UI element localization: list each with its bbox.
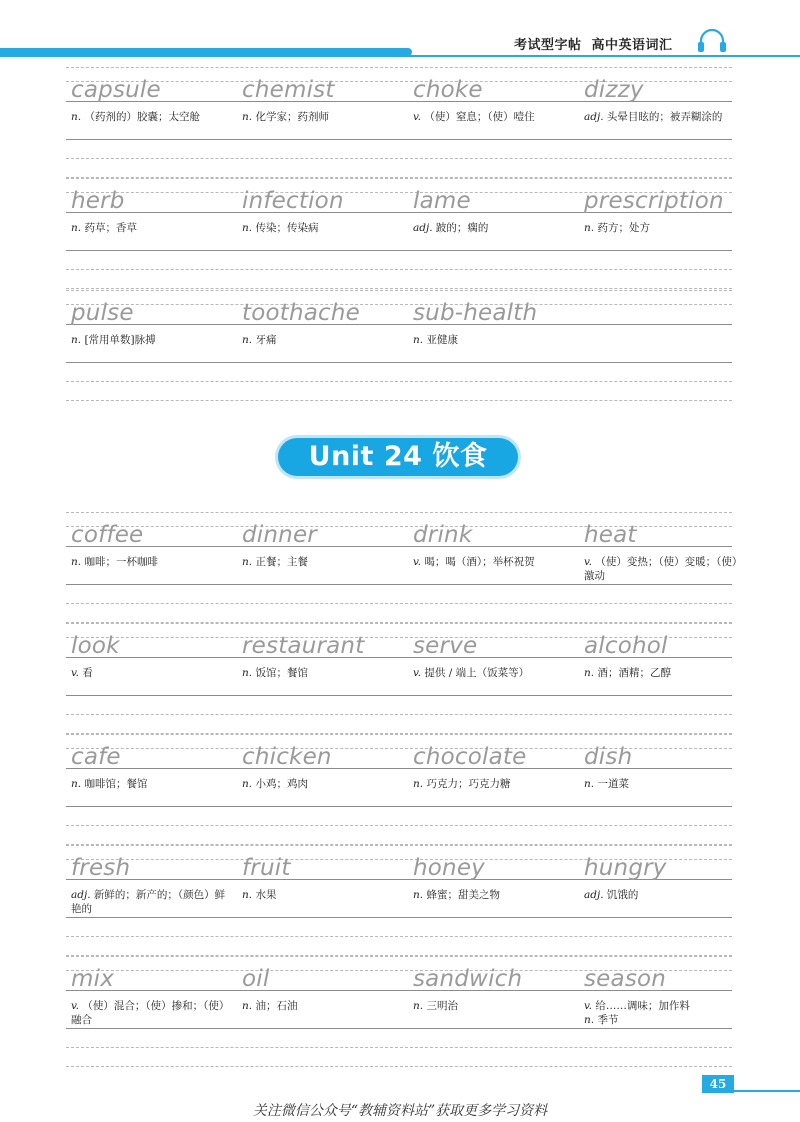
word-meaning bbox=[413, 666, 571, 680]
word-meaning bbox=[242, 666, 400, 680]
definition: 喝；喝（酒）；举杯祝贺 bbox=[424, 556, 535, 568]
word-meaning bbox=[71, 110, 229, 124]
trace-word: season bbox=[584, 966, 667, 992]
part-of-speech: n. bbox=[71, 111, 82, 123]
trace-word: cafe bbox=[71, 744, 121, 770]
word-meaning bbox=[242, 999, 400, 1013]
word-meaning bbox=[413, 555, 571, 569]
header-rule bbox=[0, 55, 800, 57]
word-meaning bbox=[71, 333, 229, 347]
vocab-entry bbox=[237, 844, 407, 956]
vocab-entry bbox=[408, 733, 578, 845]
page-number: 45 bbox=[702, 1075, 734, 1093]
word-meaning bbox=[413, 888, 571, 902]
vocab-entry bbox=[237, 955, 407, 1067]
definition: 油；石油 bbox=[255, 1000, 298, 1012]
header-title-right: 高中英语词汇 bbox=[591, 38, 673, 53]
definition: （使）混合；（使）掺和；（使）融合 bbox=[71, 1000, 225, 1026]
vocab-entry bbox=[66, 66, 236, 178]
word-meaning bbox=[413, 333, 571, 347]
word-meaning bbox=[242, 333, 400, 347]
part-of-speech: n. bbox=[413, 334, 424, 346]
part-of-speech: adj. bbox=[71, 889, 91, 901]
vocab-entry bbox=[408, 289, 578, 401]
part-of-speech: n. bbox=[242, 334, 253, 346]
definition: 药草；香草 bbox=[84, 222, 137, 234]
trace-word: sandwich bbox=[413, 966, 523, 992]
trace-word: heat bbox=[584, 522, 637, 548]
part-of-speech: n. bbox=[413, 778, 424, 790]
word-meaning bbox=[413, 221, 571, 235]
writing-row bbox=[66, 177, 732, 289]
vocab-entry bbox=[408, 844, 578, 956]
trace-word: honey bbox=[413, 855, 485, 881]
unit-banner bbox=[278, 438, 518, 476]
definition: （使）窒息；（使）噎住 bbox=[424, 111, 535, 123]
trace-word: chocolate bbox=[413, 744, 527, 770]
part-of-speech: n. bbox=[242, 889, 253, 901]
vocab-entry bbox=[66, 289, 236, 401]
definition: 巧克力；巧克力糖 bbox=[426, 778, 511, 790]
vocab-entry bbox=[408, 955, 578, 1067]
definition: 新鲜的；新产的；（颜色）鲜艳的 bbox=[71, 889, 226, 915]
trace-word: oil bbox=[242, 966, 270, 992]
trace-word: capsule bbox=[71, 77, 161, 103]
vocab-entry bbox=[408, 511, 578, 623]
part-of-speech: v. bbox=[584, 1000, 593, 1012]
trace-word: mix bbox=[71, 966, 115, 992]
trace-word: hungry bbox=[584, 855, 667, 881]
part-of-speech: v. bbox=[413, 667, 422, 679]
definition: 水果 bbox=[255, 889, 277, 901]
trace-word: dinner bbox=[242, 522, 317, 548]
part-of-speech: v. bbox=[413, 556, 422, 568]
definition: 蜂蜜；甜美之物 bbox=[426, 889, 500, 901]
part-of-speech: n. bbox=[71, 334, 82, 346]
trace-word: lame bbox=[413, 188, 471, 214]
part-of-speech: n. bbox=[242, 667, 253, 679]
word-meaning bbox=[71, 555, 229, 569]
vocab-entry bbox=[66, 511, 236, 623]
definition: （药剂的）胶囊；太空舱 bbox=[84, 111, 200, 123]
vocab-entry bbox=[579, 177, 749, 289]
trace-word: sub-health bbox=[413, 300, 538, 326]
trace-word: look bbox=[71, 633, 120, 659]
vocab-entry bbox=[237, 289, 407, 401]
word-meaning bbox=[584, 110, 742, 124]
part-of-speech: n. bbox=[71, 556, 82, 568]
part-of-speech: n. bbox=[71, 222, 82, 234]
part-of-speech: n. bbox=[413, 889, 424, 901]
definition: 传染；传染病 bbox=[255, 222, 319, 234]
definition: 头晕目眩的；被弄糊涂的 bbox=[606, 111, 723, 123]
part-of-speech: adj. bbox=[413, 222, 433, 234]
trace-word: fresh bbox=[71, 855, 131, 881]
trace-word: alcohol bbox=[584, 633, 668, 659]
definition: 季节 bbox=[597, 1014, 619, 1026]
trace-word: dish bbox=[584, 744, 633, 770]
definition: （使）变热；（使）变暖；（使）激动 bbox=[584, 556, 738, 582]
vocab-entry bbox=[579, 66, 749, 178]
word-meaning bbox=[413, 999, 571, 1013]
vocab-entry bbox=[237, 733, 407, 845]
part-of-speech: n. bbox=[413, 1000, 424, 1012]
writing-row bbox=[66, 511, 738, 623]
vocab-entry bbox=[579, 511, 749, 623]
part-of-speech: v. bbox=[71, 667, 80, 679]
part-of-speech: v. bbox=[413, 111, 422, 123]
vocab-entry bbox=[66, 955, 236, 1067]
writing-row bbox=[66, 733, 732, 845]
vocab-entry bbox=[408, 177, 578, 289]
trace-word: restaurant bbox=[242, 633, 365, 659]
definition: 小鸡；鸡肉 bbox=[255, 778, 308, 790]
part-of-speech: adj. bbox=[584, 111, 604, 123]
part-of-speech: n. bbox=[242, 222, 253, 234]
word-meaning bbox=[242, 110, 400, 124]
part-of-speech: n. bbox=[584, 778, 595, 790]
trace-word: toothache bbox=[242, 300, 361, 326]
word-meaning bbox=[584, 999, 742, 1027]
word-meaning bbox=[242, 888, 400, 902]
word-meaning bbox=[242, 221, 400, 235]
vocab-entry bbox=[237, 511, 407, 623]
vocab-entry bbox=[579, 844, 749, 956]
trace-word: dizzy bbox=[584, 77, 644, 103]
vocab-entry bbox=[66, 177, 236, 289]
definition: 牙痛 bbox=[255, 334, 277, 346]
part-of-speech: v. bbox=[584, 556, 593, 568]
definition: 药方；处方 bbox=[597, 222, 650, 234]
definition: 化学家；药剂师 bbox=[255, 111, 329, 123]
part-of-speech: v. bbox=[71, 1000, 80, 1012]
definition: 提供 / 端上（饭菜等） bbox=[424, 667, 530, 679]
trace-word: choke bbox=[413, 77, 483, 103]
definition: 正餐；主餐 bbox=[255, 556, 308, 568]
word-meaning bbox=[584, 666, 742, 680]
vocab-entry bbox=[408, 66, 578, 178]
part-of-speech: n. bbox=[584, 222, 595, 234]
part-of-speech: n. bbox=[242, 778, 253, 790]
vocab-entry bbox=[237, 66, 407, 178]
writing-row bbox=[66, 955, 732, 1067]
trace-word: serve bbox=[413, 633, 478, 659]
word-meaning bbox=[242, 555, 400, 569]
vocab-entry bbox=[66, 844, 236, 956]
definition: 酒；酒精；乙醇 bbox=[597, 667, 671, 679]
word-meaning bbox=[242, 777, 400, 791]
footer-note: 关注微信公众号“教辅资料站”获取更多学习资料 bbox=[252, 1103, 548, 1119]
word-meaning bbox=[413, 777, 571, 791]
word-meaning bbox=[584, 777, 742, 791]
vocab-entry bbox=[66, 733, 236, 845]
definition: 看 bbox=[82, 667, 93, 679]
trace-word: fruit bbox=[242, 855, 291, 881]
word-meaning bbox=[71, 999, 229, 1027]
definition: 一道菜 bbox=[597, 778, 629, 790]
part-of-speech: adj. bbox=[584, 889, 604, 901]
part-of-speech: n. bbox=[242, 111, 253, 123]
vocab-entry bbox=[579, 733, 749, 845]
part-of-speech: n. bbox=[242, 556, 253, 568]
writing-row bbox=[66, 622, 732, 734]
unit-banner-label: Unit 24 饮食 bbox=[308, 441, 488, 472]
part-of-speech: n. bbox=[71, 778, 82, 790]
vocab-entry bbox=[237, 177, 407, 289]
header-title bbox=[514, 34, 673, 53]
word-meaning bbox=[584, 221, 742, 235]
writing-row bbox=[66, 844, 732, 956]
vocab-entry bbox=[66, 622, 236, 734]
word-meaning bbox=[71, 221, 229, 235]
definition: 亚健康 bbox=[426, 334, 458, 346]
vocab-entry bbox=[408, 622, 578, 734]
word-meaning bbox=[584, 888, 742, 902]
writing-row bbox=[66, 289, 732, 401]
definition: 饥饿的 bbox=[606, 889, 639, 901]
trace-word: drink bbox=[413, 522, 473, 548]
trace-word: herb bbox=[71, 188, 125, 214]
part-of-speech: n. bbox=[584, 667, 595, 679]
definition: 咖啡馆；餐馆 bbox=[84, 778, 148, 790]
trace-word: chemist bbox=[242, 77, 335, 103]
header-title-left: 考试型字帖 bbox=[514, 38, 582, 53]
part-of-speech: n. bbox=[242, 1000, 253, 1012]
headphones-icon bbox=[696, 29, 728, 53]
word-meaning bbox=[71, 777, 229, 791]
trace-word: infection bbox=[242, 188, 344, 214]
word-meaning bbox=[71, 888, 229, 916]
definition: 饭馆；餐馆 bbox=[255, 667, 308, 679]
vocab-entry bbox=[579, 622, 749, 734]
trace-word: chicken bbox=[242, 744, 332, 770]
trace-word: prescription bbox=[584, 188, 724, 214]
word-meaning bbox=[584, 555, 742, 583]
writing-row bbox=[66, 66, 732, 178]
definition: 跛的；瘸的 bbox=[435, 222, 489, 234]
word-meaning bbox=[413, 110, 571, 124]
definition: 咖啡；一杯咖啡 bbox=[84, 556, 158, 568]
part-of-speech: n. bbox=[584, 1014, 595, 1026]
definition: 给……调味；加作料 bbox=[595, 1000, 690, 1012]
definition: [常用单数]脉搏 bbox=[84, 334, 156, 346]
vocab-entry bbox=[237, 622, 407, 734]
definition: 三明治 bbox=[426, 1000, 458, 1012]
trace-word: pulse bbox=[71, 300, 134, 326]
vocab-entry bbox=[579, 955, 749, 1067]
trace-word: coffee bbox=[71, 522, 144, 548]
page-number-rule bbox=[734, 1090, 800, 1092]
word-meaning bbox=[71, 666, 229, 680]
